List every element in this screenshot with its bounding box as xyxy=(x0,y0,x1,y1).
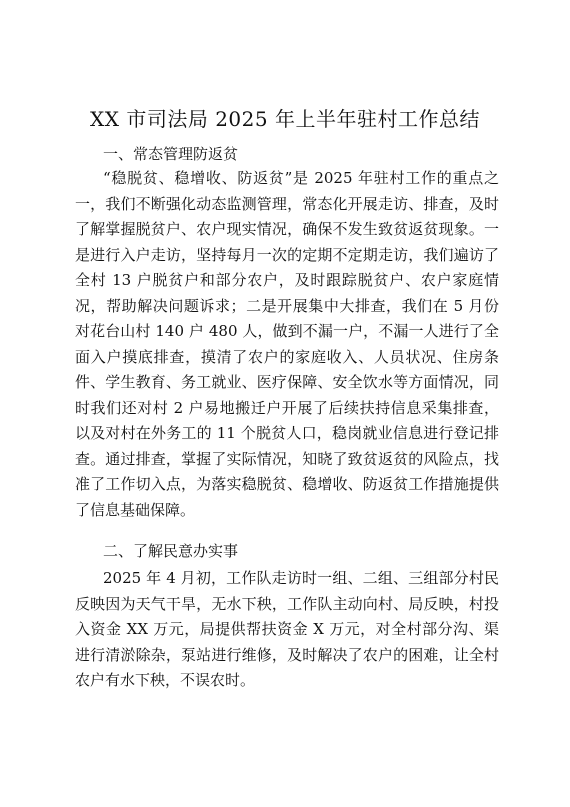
document-title: XX 市司法局 2025 年上半年驻村工作总结 xyxy=(90,107,480,131)
section-heading-2: 二、了解民意办实事 xyxy=(103,542,239,560)
section-paragraph-1: “稳脱贫、稳增收、防返贫”是 2025 年驻村工作的重点之一，我们不断强化动态监测管理，常态化开展走访、排查，及时了解掌握脱贫户、农户现实情况，确保不发生致贫返贫现象。一是进行入户走访，坚持每月一次的定期不定期走访，我们遍访了全村 13 户脱贫户和部分农户，及时跟踪脱贫户、农户家庭情况，帮助解决问题诉求；二是开展集中大排查，我们在 5 月份对花台山村 140 户 480 人，做到不漏一户，不漏一人进行了全面入户摸底排查，摸清了农户的家庭收入、人员状况、住房条件、学生教育、务工就业、医疗保障、安全饮水等方面情况，同时我们还对村 2 户易地搬迁户开展了后续扶持信息采集排查，以及对村在外务工的 11 个脱贫人口，稳岗就业信息进行登记排查。通过排查，掌握了实际情况，知晓了致贫返贫的风险点，找准了工作切入点，为落实稳脱贫、稳增收、防返贫工作措施提供了信息基础保障。 xyxy=(75,169,499,519)
section-paragraph-2: 2025 年 4 月初，工作队走访时一组、二组、三组部分村民反映因为天气干旱，无水下秧，工作队主动向村、局反映，村投入资金 XX 万元，局提供帮扶资金 X 万元，对全村部分沟、渠进行清淤除杂，泵站进行维修，及时解决了农户的困难，让全村农户有水下秧，不误农时。 xyxy=(75,569,499,689)
section-heading-1: 一、常态管理防返贫 xyxy=(103,145,239,163)
